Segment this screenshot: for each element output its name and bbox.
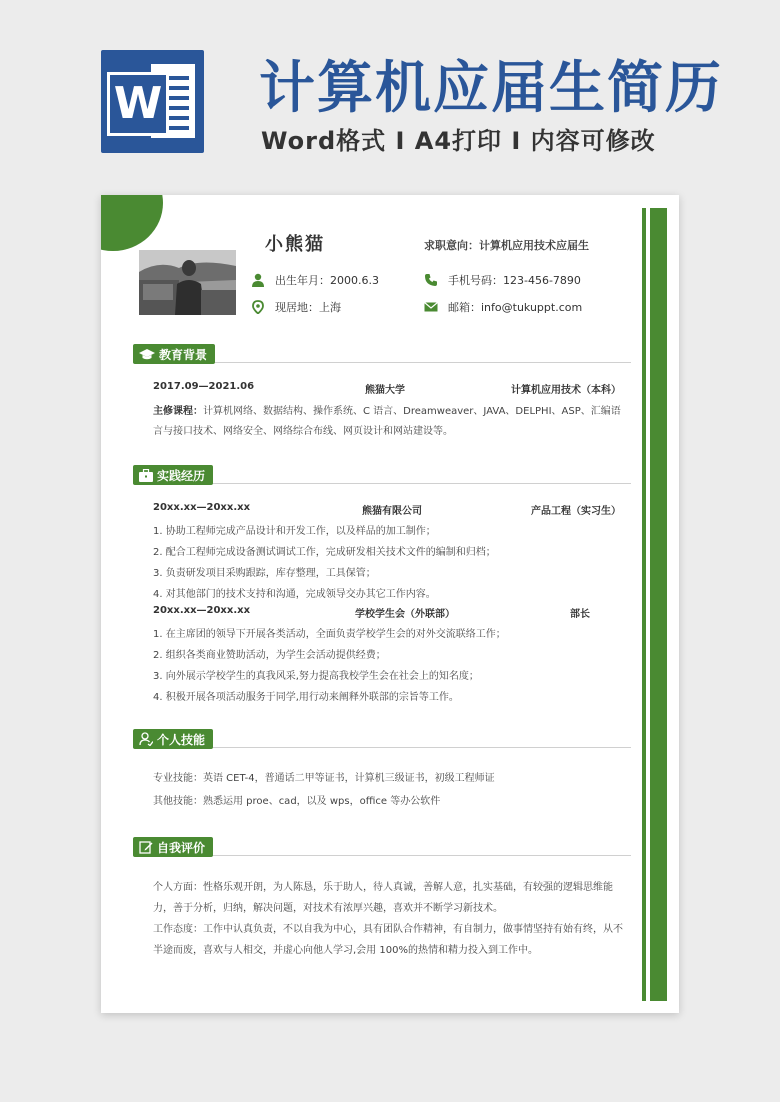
location-icon bbox=[251, 300, 265, 314]
section-title-education: 教育背景 bbox=[133, 344, 215, 364]
edu-period: 2017.09—2021.06 bbox=[153, 381, 255, 392]
job1-org: 熊猫有限公司 bbox=[362, 506, 422, 517]
location-text: 现居地：上海 bbox=[275, 301, 341, 314]
job2-period: 20xx.xx—20xx.xx bbox=[153, 605, 251, 616]
phone-text: 手机号码：123-456-7890 bbox=[448, 274, 581, 287]
person-icon bbox=[251, 273, 265, 287]
resume-paper bbox=[101, 195, 679, 1013]
birth-text: 出生年月：2000.6.3 bbox=[275, 274, 379, 287]
job2-org: 学校学生会（外联部） bbox=[355, 609, 455, 620]
page-title: 计算机应届生简历 bbox=[259, 56, 723, 121]
section-title-practice: 实践经历 bbox=[133, 465, 213, 485]
evaluation-personal: 个人方面：性格乐观开朗，为人陈恳，乐于助人，待人真诚，善解人意，扎实基础，有较强的逻辑思维能力，善于分析，归纳，解决问题，对技术有浓厚兴趣，喜欢并不断学习新技术。 bbox=[153, 882, 613, 914]
profile-photo bbox=[139, 250, 236, 315]
job1-item: 2. 配合工程师完成设备测试调试工作，完成研发相关技术文件的编制和归档； bbox=[153, 547, 496, 558]
edu-course-line1: 主修课程：计算机网络、数据结构、操作系统、C 语言、Dreamweaver、JAVA、DELPHI、ASP、汇编语 bbox=[153, 406, 621, 417]
email-icon bbox=[424, 300, 438, 314]
side-bar-thin bbox=[642, 208, 646, 1001]
job1-item: 1. 协助工程师完成产品设计和开发工作，以及样品的加工制作； bbox=[153, 526, 436, 537]
section-evaluation bbox=[133, 837, 631, 857]
job2-item: 3. 向外展示学校学生的真我风采,努力提高我校学生会在社会上的知名度； bbox=[153, 671, 479, 682]
edu-course-line2: 言与接口技术、网络安全、网络综合布线、网页设计和网站建设等。 bbox=[153, 426, 453, 437]
email-info bbox=[424, 299, 582, 315]
corner-decoration bbox=[101, 195, 163, 251]
section-education bbox=[133, 344, 631, 364]
job2-item: 1. 在主席团的领导下开展各类活动，全面负责学校学生会的对外交流联络工作； bbox=[153, 629, 506, 640]
user-skill-icon bbox=[139, 732, 153, 746]
evaluation-work: 工作态度：工作中认真负责，不以自我为中心，具有团队合作精神，有自制力，做事情坚持有始有终，从不半途而废，喜欢与人相交，并虚心向他人学习,会用 100%的热情和精力投入到工作中。 bbox=[153, 924, 623, 956]
phone-info bbox=[424, 272, 581, 288]
location-info bbox=[251, 299, 341, 315]
job1-item: 3. 负责研发项目采购跟踪，库存整理，工具保管； bbox=[153, 568, 376, 579]
section-skills bbox=[133, 729, 631, 749]
edit-icon bbox=[139, 840, 153, 854]
birth-info bbox=[251, 272, 379, 288]
phone-icon bbox=[424, 273, 438, 287]
skills-professional: 专业技能：英语 CET-4，普通话二甲等证书，计算机三级证书，初级工程师证 bbox=[153, 773, 495, 784]
job1-role: 产品工程（实习生） bbox=[531, 506, 621, 517]
job1-item: 4. 对其他部门的技术支持和沟通，完成领导交办其它工作内容。 bbox=[153, 589, 436, 600]
job2-item: 4. 积极开展各项活动服务于同学,用行动来阐释外联部的宗旨等工作。 bbox=[153, 692, 459, 703]
job-intent: 求职意向：计算机应用技术应届生 bbox=[424, 239, 589, 252]
edu-school: 熊猫大学 bbox=[365, 385, 405, 396]
section-practice bbox=[133, 465, 631, 485]
graduation-cap-icon bbox=[139, 348, 155, 360]
page-subtitle: Word格式 I A4打印 I 内容可修改 bbox=[261, 127, 656, 155]
candidate-name: 小熊猫 bbox=[265, 234, 325, 255]
email-text: 邮箱：info@tukuppt.com bbox=[448, 301, 583, 314]
word-logo-icon bbox=[101, 50, 204, 153]
logo-letter: W bbox=[107, 72, 169, 136]
edu-major: 计算机应用技术（本科） bbox=[511, 385, 621, 396]
briefcase-icon bbox=[139, 469, 153, 482]
side-bar-thick bbox=[650, 208, 667, 1001]
skills-other: 其他技能：熟悉运用 proe、cad，以及 wps，office 等办公软件 bbox=[153, 796, 441, 807]
job1-period: 20xx.xx—20xx.xx bbox=[153, 502, 251, 513]
job2-role: 部长 bbox=[570, 609, 590, 620]
job2-item: 2. 组织各类商业赞助活动，为学生会活动提供经费； bbox=[153, 650, 386, 661]
section-title-skills: 个人技能 bbox=[133, 729, 213, 749]
section-title-evaluation: 自我评价 bbox=[133, 837, 213, 857]
